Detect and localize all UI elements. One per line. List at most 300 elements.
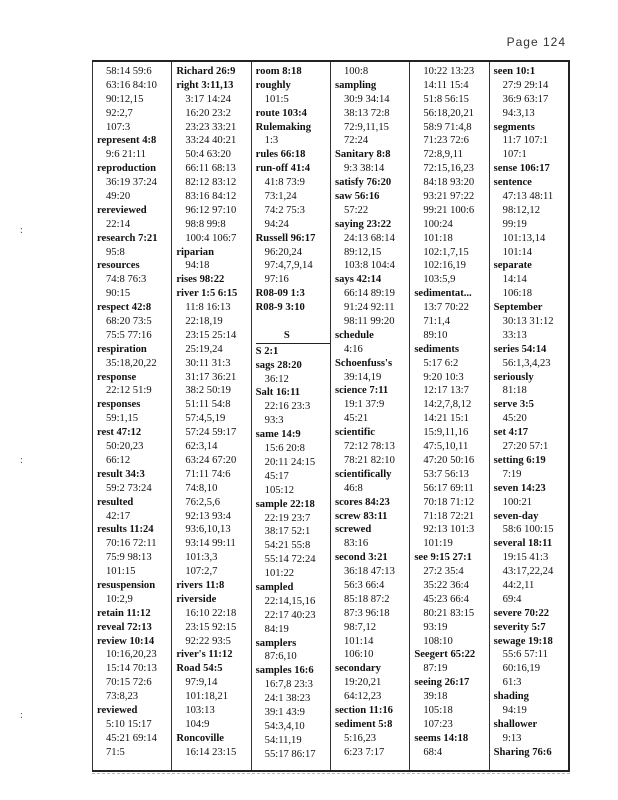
index-entry-refs: 95:8: [106, 246, 125, 258]
index-entry-refs: 93:19: [423, 621, 448, 633]
index-entry-refs: 27:9 29:14: [502, 79, 549, 91]
index-entry-refs: 74:2 75:3: [264, 204, 305, 216]
index-entry-refs: 71:5: [106, 746, 125, 758]
index-entry-refs: 22:14: [106, 218, 131, 230]
index-entry-refs: 68:4: [423, 746, 443, 758]
margin-mark: :: [20, 710, 23, 721]
index-entry-refs: 59:2 73:24: [106, 482, 152, 494]
index-entry-refs: 73:1,24: [264, 191, 297, 203]
index-entry-refs: 38:2 50:19: [185, 385, 231, 397]
index-entry-refs: 20:11 24:15: [264, 456, 316, 468]
index-entry-refs: 9:6 21:11: [106, 149, 146, 161]
index-entry-refs: 101:14: [343, 635, 374, 647]
index-entry-refs: 90:12,15: [106, 93, 144, 105]
index-entry-term: same 14:9: [255, 429, 301, 441]
index-entry-refs: 92:2,7: [106, 107, 133, 119]
index-entry-refs: 54:3,4,10: [264, 720, 305, 732]
index-entry-term: sedimentat...: [414, 288, 472, 300]
index-entry-refs: 55:6 57:11: [502, 649, 548, 661]
index-entry-term: sags 28:20: [255, 359, 302, 371]
index-entry-refs: 45:21 69:14: [106, 732, 157, 744]
index-entry-refs: 63:24 67:20: [185, 454, 237, 466]
index-entry-refs: 101:15: [106, 566, 136, 578]
index-entry-term: series 54:14: [493, 343, 547, 355]
index-entry-term: research 7:21: [97, 232, 158, 244]
index-entry-term: setting 6:19: [493, 454, 546, 466]
index-entry-refs: 10:22 13:23: [423, 66, 475, 77]
index-entry-term: samples 16:6: [255, 665, 314, 677]
index-entry-refs: 60:16,19: [502, 663, 541, 675]
index-entry-term: satisfy 76:20: [334, 177, 392, 189]
index-entry-refs: 100:4 106:7: [185, 232, 237, 244]
index-entry-refs: 22:18,19: [185, 316, 223, 328]
index-entry-refs: 33:13: [502, 329, 527, 341]
index-entry-refs: 30:13 31:12: [502, 316, 554, 328]
index-entry-refs: 58:6 100:15: [502, 524, 554, 536]
index-entry-refs: 76:2,5,6: [185, 496, 221, 508]
index-entry-refs: 84:18 93:20: [423, 177, 475, 189]
index-entry-refs: 16:7,8 23:3: [264, 679, 313, 691]
index-entry-refs: 93:6,10,13: [185, 524, 231, 536]
index-entry-refs: 101:22: [264, 568, 295, 580]
index-entry-term: rereviewed: [97, 204, 147, 216]
index-entry-refs: 30:11 31:3: [185, 357, 231, 369]
bottom-rule: [92, 773, 570, 774]
index-entry-refs: 103:8 104:4: [343, 260, 395, 272]
index-entry-term: saying 23:22: [334, 218, 392, 230]
index-entry-term: separate: [493, 260, 532, 272]
index-entry-refs: 100:24: [423, 218, 453, 230]
index-entry-refs: 107:2,7: [185, 566, 218, 578]
index-entry-refs: 54:11,19: [264, 734, 302, 746]
index-entry-term: results 11:24: [97, 524, 154, 536]
index-entry-term: riparian: [176, 246, 214, 258]
index-entry-term: route 103:4: [255, 107, 307, 119]
index-column: [409, 62, 488, 770]
index-entry-refs: 92:13 93:4: [185, 510, 231, 522]
index-table: [92, 60, 570, 772]
index-entry-refs: 16:14 23:15: [185, 746, 237, 758]
index-entry-refs: 23:15 25:14: [185, 329, 237, 341]
index-entry-term: respect 42:8: [97, 302, 152, 314]
index-entry-refs: 5:16,23: [343, 732, 377, 744]
index-entry-refs: 78:21 82:10: [343, 454, 395, 466]
index-entry-refs: 70:16 72:11: [106, 538, 157, 550]
index-entry-refs: 46:8: [343, 482, 363, 494]
index-entry-term: sample 22:18: [255, 498, 315, 510]
index-entry-refs: 92:22 93:5: [185, 635, 231, 647]
index-column: [330, 62, 409, 770]
index-entry-refs: 69:4: [502, 593, 522, 605]
index-entry-refs: 106:18: [502, 288, 533, 300]
index-entry-term: severity 5:7: [493, 621, 546, 633]
index-entry-refs: 15:14 70:13: [106, 663, 157, 675]
index-entry-term: reproduction: [97, 163, 157, 175]
index-entry-refs: 23:15 92:15: [185, 621, 237, 633]
index-entry-refs: 45:23 66:4: [423, 593, 469, 605]
index-entry-refs: 61:3: [502, 677, 522, 689]
index-entry-refs: 97:16: [264, 274, 289, 286]
index-entry-term: run-off 41:4: [255, 163, 311, 175]
index-entry-term: secondary: [334, 663, 381, 675]
index-entry-refs: 98:12,12: [502, 204, 541, 216]
index-entry-refs: 11:7 107:1: [502, 135, 548, 147]
index-entry-refs: 94:24: [264, 218, 289, 230]
index-entry-refs: 55:14 72:24: [264, 554, 316, 566]
index-entry-term: sampling: [334, 79, 377, 91]
index-entry-term: Sanitary 8:8: [334, 149, 391, 161]
index-entry-refs: 107:23: [423, 718, 453, 730]
index-entry-term: Seegert 65:22: [414, 649, 476, 661]
index-entry-refs: 57:24 59:17: [185, 427, 237, 439]
index-entry-refs: 93:14 99:11: [185, 538, 236, 550]
index-entry-term: screwed: [334, 524, 372, 536]
index-entry-refs: 9:3 38:14: [343, 163, 385, 175]
index-entry-refs: 56:18,20,21: [423, 107, 474, 119]
index-entry-refs: 45:21: [343, 413, 369, 425]
index-entry-term: sense 106:17: [493, 163, 550, 175]
index-entry-refs: 106:10: [343, 649, 374, 661]
index-entry-term: result 34:3: [97, 468, 145, 480]
index-entry-refs: 70:18 71:12: [423, 496, 475, 508]
index-entry-refs: 39:18: [423, 691, 448, 703]
index-entry-term: responses: [97, 399, 141, 411]
index-entry-refs: 66:14 89:19: [343, 288, 395, 300]
index-entry-refs: 5:17 6:2: [423, 357, 459, 369]
index-entry-refs: 43:17,22,24: [502, 566, 554, 578]
index-entry-refs: 14:14: [502, 274, 527, 286]
index-entry-refs: 98:7,12: [343, 621, 377, 633]
index-entry-term: sewage 19:18: [493, 635, 553, 647]
index-entry-refs: 96:20,24: [264, 246, 303, 258]
index-entry-refs: 39:14,19: [343, 371, 382, 383]
index-entry-refs: 22:14,15,16: [264, 595, 316, 607]
index-entry-refs: 90:15: [106, 288, 131, 300]
index-entry-refs: 19:1 37:9: [343, 399, 385, 411]
index-entry-refs: 102:1,7,15: [423, 246, 469, 258]
index-entry-refs: 30:9 34:14: [343, 93, 390, 105]
index-entry-refs: 105:18: [423, 704, 453, 716]
index-entry-refs: 51:8 56:15: [423, 93, 469, 105]
index-entry-refs: 94:3,13: [502, 107, 535, 119]
index-entry-refs: 58:14 59:6: [106, 66, 152, 77]
index-entry-term: reviewed: [97, 704, 138, 716]
index-entry-refs: 36:19 37:24: [106, 177, 157, 189]
index-entry-term: review 10:14: [97, 635, 155, 647]
index-entry-refs: 19:15 41:3: [502, 552, 549, 564]
index-entry-refs: 100:8: [343, 66, 369, 77]
index-entry-term: sediments: [414, 343, 460, 355]
index-entry-refs: 55:17 86:17: [264, 748, 316, 760]
index-entry-refs: 15:6 20:8: [264, 443, 305, 455]
index-column: [171, 62, 250, 770]
index-entry-refs: 66:12: [106, 454, 131, 466]
index-entry-refs: 42:17: [106, 510, 131, 522]
index-entry-refs: 47:13 48:11: [502, 191, 554, 203]
index-entry-refs: 45:20: [502, 413, 527, 425]
index-entry-term: respiration: [97, 343, 147, 355]
index-entry-refs: 84:19: [264, 623, 289, 635]
index-entry-term: see 9:15 27:1: [414, 552, 472, 564]
index-entry-refs: 91:24 92:11: [343, 302, 395, 314]
index-entry-refs: 38:13 72:8: [343, 107, 390, 119]
index-entry-term: shallower: [493, 718, 538, 730]
index-entry-refs: 19:20,21: [343, 677, 382, 689]
index-entry-refs: 22:17 40:23: [264, 609, 316, 621]
index-entry-refs: 22:16 23:3: [264, 401, 311, 413]
index-entry-term: scores 84:23: [334, 496, 390, 508]
index-entry-refs: 45:17: [264, 470, 289, 482]
index-column: [489, 62, 570, 770]
index-entry-refs: 47:5,10,11: [423, 441, 469, 453]
index-entry-refs: 98:8 99:8: [185, 218, 226, 230]
index-entry-term: samplers: [255, 637, 297, 649]
index-entry-term: river 1:5 6:15: [176, 288, 238, 300]
index-entry-refs: 16:20 23:2: [185, 107, 231, 119]
index-entry-refs: 50:4 63:20: [185, 149, 231, 161]
index-entry-refs: 75:5 77:16: [106, 329, 152, 341]
index-entry-term: science 7:11: [334, 385, 389, 397]
index-entry-refs: 12:17 13:7: [423, 385, 469, 397]
index-entry-refs: 105:12: [264, 484, 295, 496]
index-entry-refs: 85:18 87:2: [343, 593, 390, 605]
index-entry-refs: 83:16: [343, 538, 369, 550]
index-entry-refs: 15:9,11,16: [423, 427, 469, 439]
index-entry-term: resources: [97, 260, 140, 272]
index-entry-refs: 81:18: [502, 385, 527, 397]
index-entry-refs: 87:3 96:18: [343, 607, 390, 619]
index-entry-refs: 74:8 76:3: [106, 274, 147, 286]
index-entry-term: screw 83:11: [334, 510, 388, 522]
index-entry-refs: 64:12,23: [343, 691, 382, 703]
index-entry-refs: 39:1 43:9: [264, 706, 305, 718]
index-entry-refs: 23:23 33:21: [185, 121, 237, 133]
index-entry-refs: 71:11 74:6: [185, 468, 231, 480]
index-entry-refs: 9:13: [502, 732, 522, 744]
index-entry-refs: 24:13 68:14: [343, 232, 395, 244]
index-entry-term: seven-day: [493, 510, 539, 522]
index-entry-term: R08-09 1:3: [255, 288, 305, 300]
index-entry-refs: 101:5: [264, 93, 289, 105]
index-entry-term: rivers 11:8: [176, 579, 225, 591]
index-entry-refs: 41:8 73:9: [264, 177, 305, 189]
index-entry-term: Richard 26:9: [176, 66, 236, 77]
index-column: [92, 62, 171, 770]
index-entry-refs: 31:17 36:21: [185, 371, 237, 383]
index-entry-refs: 59:1,15: [106, 413, 139, 425]
index-entry-refs: 7:19: [502, 468, 522, 480]
index-entry-refs: 99:21 100:6: [423, 204, 475, 216]
index-entry-refs: 56:17 69:11: [423, 482, 474, 494]
index-entry-refs: 24:1 38:23: [264, 693, 311, 705]
index-entry-refs: 9:20 10:3: [423, 371, 464, 383]
margin-mark: :: [20, 455, 23, 466]
index-entry-term: several 18:11: [493, 538, 553, 550]
index-entry-refs: 107:3: [106, 121, 131, 133]
index-entry-term: second 3:21: [334, 552, 388, 564]
index-entry-term: reveal 72:13: [97, 621, 152, 633]
index-entry-term: roughly: [255, 79, 291, 91]
index-entry-refs: 36:12: [264, 373, 289, 385]
index-entry-refs: 101:18,21: [185, 691, 228, 703]
margin-mark: :: [20, 225, 23, 236]
index-entry-refs: 33:24 40:21: [185, 135, 237, 147]
index-entry-term: river's 11:12: [176, 649, 233, 661]
index-entry-term: set 4:17: [493, 427, 529, 439]
index-entry-refs: 44:2,11: [502, 579, 535, 591]
index-entry-refs: 101:14: [502, 246, 533, 258]
index-entry-refs: 11:8 16:13: [185, 302, 231, 314]
index-entry-term: riverside: [176, 593, 217, 605]
index-entry-term: sentence: [493, 177, 532, 189]
index-entry-refs: 70:15 72:6: [106, 677, 152, 689]
index-entry-refs: 16:10 22:18: [185, 607, 237, 619]
index-entry-term: Schoenfuss's: [334, 357, 393, 369]
index-entry-refs: 73:8,23: [106, 691, 139, 703]
index-entry-term: seven 14:23: [493, 482, 546, 494]
index-entry-term: seems 14:18: [414, 732, 469, 744]
index-entry-term: serve 3:5: [493, 399, 534, 411]
index-entry-refs: 54:21 55:8: [264, 540, 311, 552]
index-entry-refs: 101:13,14: [502, 232, 546, 244]
index-entry-refs: 27:20 57:1: [502, 441, 549, 453]
index-entry-refs: 57:4,5,19: [185, 413, 226, 425]
index-entry-refs: 27:2 35:4: [423, 566, 464, 578]
index-entry-term: retain 11:12: [97, 607, 151, 619]
index-entry-refs: 36:18 47:13: [343, 566, 395, 578]
index-entry-refs: 103:5,9: [423, 274, 456, 286]
index-entry-refs: 1:3: [264, 135, 279, 147]
spacer: [256, 315, 330, 329]
index-entry-term: Salt 16:11: [255, 387, 301, 399]
index-entry-term: rises 98:22: [176, 274, 225, 286]
index-entry-term: Sharing 76:6: [493, 746, 552, 758]
index-entry-refs: 56:3 66:4: [343, 579, 385, 591]
index-entry-refs: 68:20 73:5: [106, 316, 152, 328]
index-entry-refs: 100:21: [502, 496, 533, 508]
index-entry-term: September: [493, 302, 543, 314]
section-letter: S: [256, 329, 330, 344]
index-entry-term: seriously: [493, 371, 534, 383]
index-entry-refs: 104:9: [185, 718, 210, 730]
index-entry-refs: 57:22: [343, 204, 369, 216]
index-entry-term: scientific: [334, 427, 375, 439]
index-entry-refs: 66:11 68:13: [185, 163, 236, 175]
index-entry-refs: 87:6,10: [264, 651, 297, 663]
index-entry-refs: 35:18,20,22: [106, 357, 157, 369]
index-entry-refs: 6:23 7:17: [343, 746, 385, 758]
index-entry-refs: 72:8,9,11: [423, 149, 463, 161]
index-entry-refs: 96:12 97:10: [185, 204, 237, 216]
index-entry-term: segments: [493, 121, 535, 133]
index-entry-refs: 87:19: [423, 663, 448, 675]
index-entry-refs: 101:18: [423, 232, 453, 244]
index-entry-term: sediment 5:8: [334, 718, 393, 730]
index-entry-refs: 47:20 50:16: [423, 454, 475, 466]
index-entry-refs: 36:9 63:17: [502, 93, 549, 105]
index-entry-refs: 10:2,9: [106, 593, 133, 605]
index-entry-term: Roncoville: [176, 732, 224, 744]
index-column: [251, 62, 330, 770]
index-entry-refs: 49:20: [106, 191, 131, 203]
index-entry-refs: 4:16: [343, 343, 363, 355]
index-entry-refs: 71:23 72:6: [423, 135, 469, 147]
index-entry-refs: 89:10: [423, 329, 448, 341]
index-entry-term: seen 10:1: [493, 66, 536, 77]
index-entry-term: sampled: [255, 581, 294, 593]
index-entry-term: represent 4:8: [97, 135, 157, 147]
index-entry-refs: 108:10: [423, 635, 453, 647]
index-entry-refs: 72:9,11,15: [343, 121, 389, 133]
index-entry-term: schedule: [334, 329, 374, 341]
index-entry-refs: 10:16,20,23: [106, 649, 157, 661]
index-entry-refs: 94:18: [185, 260, 210, 272]
index-entry-refs: 101:3,3: [185, 552, 218, 564]
index-entry-refs: 72:24: [343, 135, 369, 147]
index-entry-term: rest 47:12: [97, 427, 142, 439]
index-entry-refs: 93:3: [264, 415, 284, 427]
index-entry-refs: 80:21 83:15: [423, 607, 475, 619]
index-entry-term: S 2:1: [255, 345, 279, 357]
index-entry-refs: 3:17 14:24: [185, 93, 231, 105]
index-entry-refs: 14:2,7,8,12: [423, 399, 472, 411]
index-entry-term: says 42:14: [334, 274, 382, 286]
index-entry-refs: 71:18 72:21: [423, 510, 475, 522]
index-entry-refs: 25:19,24: [185, 343, 223, 355]
index-entry-term: scientifically: [334, 468, 392, 480]
index-entry-refs: 22:19 23:7: [264, 512, 311, 524]
index-entry-refs: 99:19: [502, 218, 527, 230]
index-entry-term: Rulemaking: [255, 121, 311, 133]
index-entry-refs: 14:11 15:4: [423, 79, 469, 91]
index-entry-refs: 97:9,14: [185, 677, 218, 689]
index-entry-refs: 56:1,3,4,23: [502, 357, 551, 369]
index-entry-refs: 38:17 52:1: [264, 526, 311, 538]
index-entry-term: rules 66:18: [255, 149, 306, 161]
index-entry-refs: 89:12,15: [343, 246, 382, 258]
index-entry-term: resuspension: [97, 579, 156, 591]
index-entry-term: section 11:16: [334, 704, 393, 716]
index-entry-term: room 8:18: [255, 66, 302, 77]
index-entry-term: Russell 96:17: [255, 232, 316, 244]
index-entry-refs: 98:11 99:20: [343, 316, 395, 328]
index-entry-refs: 83:16 84:12: [185, 191, 237, 203]
index-entry-refs: 63:16 84:10: [106, 79, 157, 91]
page-label: Page 124: [506, 35, 566, 49]
index-entry-refs: 101:19: [423, 538, 453, 550]
index-entry-refs: 92:13 101:3: [423, 524, 475, 536]
index-entry-refs: 58:9 71:4,8: [423, 121, 472, 133]
index-entry-term: severe 70:22: [493, 607, 550, 619]
index-entry-refs: 53:7 56:13: [423, 468, 469, 480]
index-entry-refs: 75:9 98:13: [106, 552, 152, 564]
index-entry-refs: 35:22 36:4: [423, 579, 469, 591]
index-entry-term: saw 56:16: [334, 191, 380, 203]
index-entry-refs: 51:11 54:8: [185, 399, 231, 411]
index-entry-refs: 14:21 15:1: [423, 413, 469, 425]
index-entry-term: Road 54:5: [176, 663, 223, 675]
index-entry-refs: 62:3,14: [185, 441, 218, 453]
index-entry-refs: 74:8,10: [185, 482, 218, 494]
index-entry-term: shading: [493, 691, 529, 703]
index-entry-refs: 107:1: [502, 149, 527, 161]
index-entry-refs: 72:12 78:13: [343, 441, 395, 453]
index-entry-term: seeing 26:17: [414, 677, 470, 689]
index-entry-term: resulted: [97, 496, 134, 508]
index-entry-refs: 103:13: [185, 704, 215, 716]
index-entry-refs: 72:15,16,23: [423, 163, 474, 175]
index-entry-refs: 22:12 51:9: [106, 385, 152, 397]
